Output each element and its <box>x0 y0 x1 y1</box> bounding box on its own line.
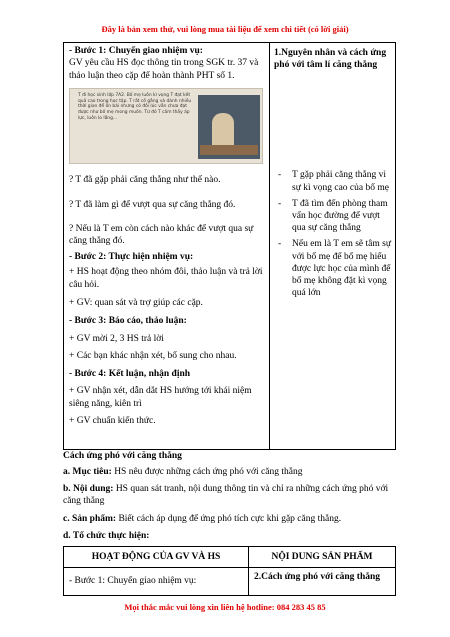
step1-text: GV yêu cầu HS đọc thông tin trong SGK tr. 37 và thảo luận theo cặp để hoàn thành PHT số 1. <box>69 58 259 81</box>
row-right: 2.Cách ứng phó với căng thẳng <box>254 572 381 582</box>
step2-line2: + GV: quan sát và trợ giúp các cặp. <box>69 298 203 309</box>
step2-line1: + HS hoạt động theo nhóm đôi, thảo luận và trả lời câu hỏi. <box>69 267 263 290</box>
question-1: ? T đã gặp phải căng thẳng như thế nào. <box>69 175 221 186</box>
step4-line1: + GV nhận xét, dẫn dắt HS hướng tới khái niệm siêng năng, kiên trì <box>69 386 252 409</box>
section-title-text: Cách ứng phó với căng thẳng <box>63 451 182 461</box>
activity-table-2 <box>63 546 396 596</box>
product-content <box>274 47 392 303</box>
step3-line1: + GV mời 2, 3 HS trả lời <box>69 333 164 344</box>
header-right: NỘI DUNG SẢN PHẨM <box>271 552 373 562</box>
step1-title: - Bước 1: Chuyển giao nhiệm vụ: <box>69 46 203 56</box>
question-2: ? T đã làm gì để vượt qua sự căng thẳng đó. <box>69 199 236 210</box>
header-left: HOẠT ĐỘNG CỦA GV VÀ HS <box>91 552 221 562</box>
content-text: HS quan sát tranh, nội dung thông tin và chỉ ra những cách ứng phó với căng thẳng <box>63 484 389 507</box>
product-label: c. Sản phẩm: <box>63 514 117 524</box>
content-heading: 1.Nguyên nhân và cách ứng phó với tâm lí căng thẳng <box>274 48 387 71</box>
step2-title: - Bước 2: Thực hiện nhiệm vụ: <box>69 251 194 262</box>
content-label: b. Nội dung: <box>63 484 114 494</box>
organization-label: d. Tổ chức thực hiện: <box>63 531 150 541</box>
step4-title: - Bước 4: Kết luận, nhận định <box>69 368 191 379</box>
preview-banner: Đây là bản xem thử, vui lòng mua tài liệu để xem chi tiết (có lời giải) <box>101 24 349 34</box>
image-desk <box>200 145 258 155</box>
content-bullets <box>274 169 392 299</box>
teacher-student-activities <box>69 45 265 427</box>
objective-text: HS nêu được những cách ứng phó với căng thẳng <box>111 467 303 477</box>
list-item: - Nếu em là T em sẽ tâm sự với bố mẹ để bố mẹ hiểu được lực học của mình để bố mẹ không đặt kì vọng quá lớn <box>274 238 392 299</box>
question-3: ? Nếu là T em còn cách nào khác để vượt qua sự căng thẳng đó. <box>69 224 254 247</box>
activity-table <box>63 42 396 450</box>
hotline-banner: Mọi thắc mắc vui lòng xin liên hệ hotline: 084 283 45 85 <box>124 602 326 612</box>
list-item: - T đã tìm đến phòng tham vấn học đường để vượt qua sự căng thẳng <box>274 198 392 235</box>
content-paragraph <box>63 483 396 508</box>
column-divider <box>269 43 270 449</box>
image-caption: T đi học sinh lớp 7A2. Bố mẹ luôn kì vọng T đạt kết quả cao trong học tập. T rất cố gắng và dành nhiều thời gian để ôn bài nhưng có đôi lúc vẫn chưa đạt được như bố mẹ mong muốn. Từ đó T cảm thấy áp lực, luôn lo lắng... <box>78 93 192 121</box>
product-paragraph <box>63 513 396 525</box>
step3-line2: + Các bạn khác nhận xét, bổ sung cho nhau. <box>69 351 237 362</box>
step4-line2: + GV chuẩn kiến thức. <box>69 415 156 426</box>
step3-title: - Bước 3: Báo cáo, thảo luận: <box>69 316 187 327</box>
objective-paragraph <box>63 466 396 478</box>
textbook-image <box>69 88 263 164</box>
list-item: - T gặp phải căng thẳng vì sự kì vọng cao của bố mẹ <box>274 169 392 193</box>
section-title <box>63 450 396 462</box>
objective-label: a. Mục tiêu: <box>63 467 112 477</box>
product-text: Biết cách áp dụng để ứng phó tích cực khi gặp căng thẳng. <box>116 514 342 524</box>
organization-paragraph <box>63 530 396 542</box>
row-left: - Bước 1: Chuyển giao nhiệm vụ: <box>69 576 197 586</box>
